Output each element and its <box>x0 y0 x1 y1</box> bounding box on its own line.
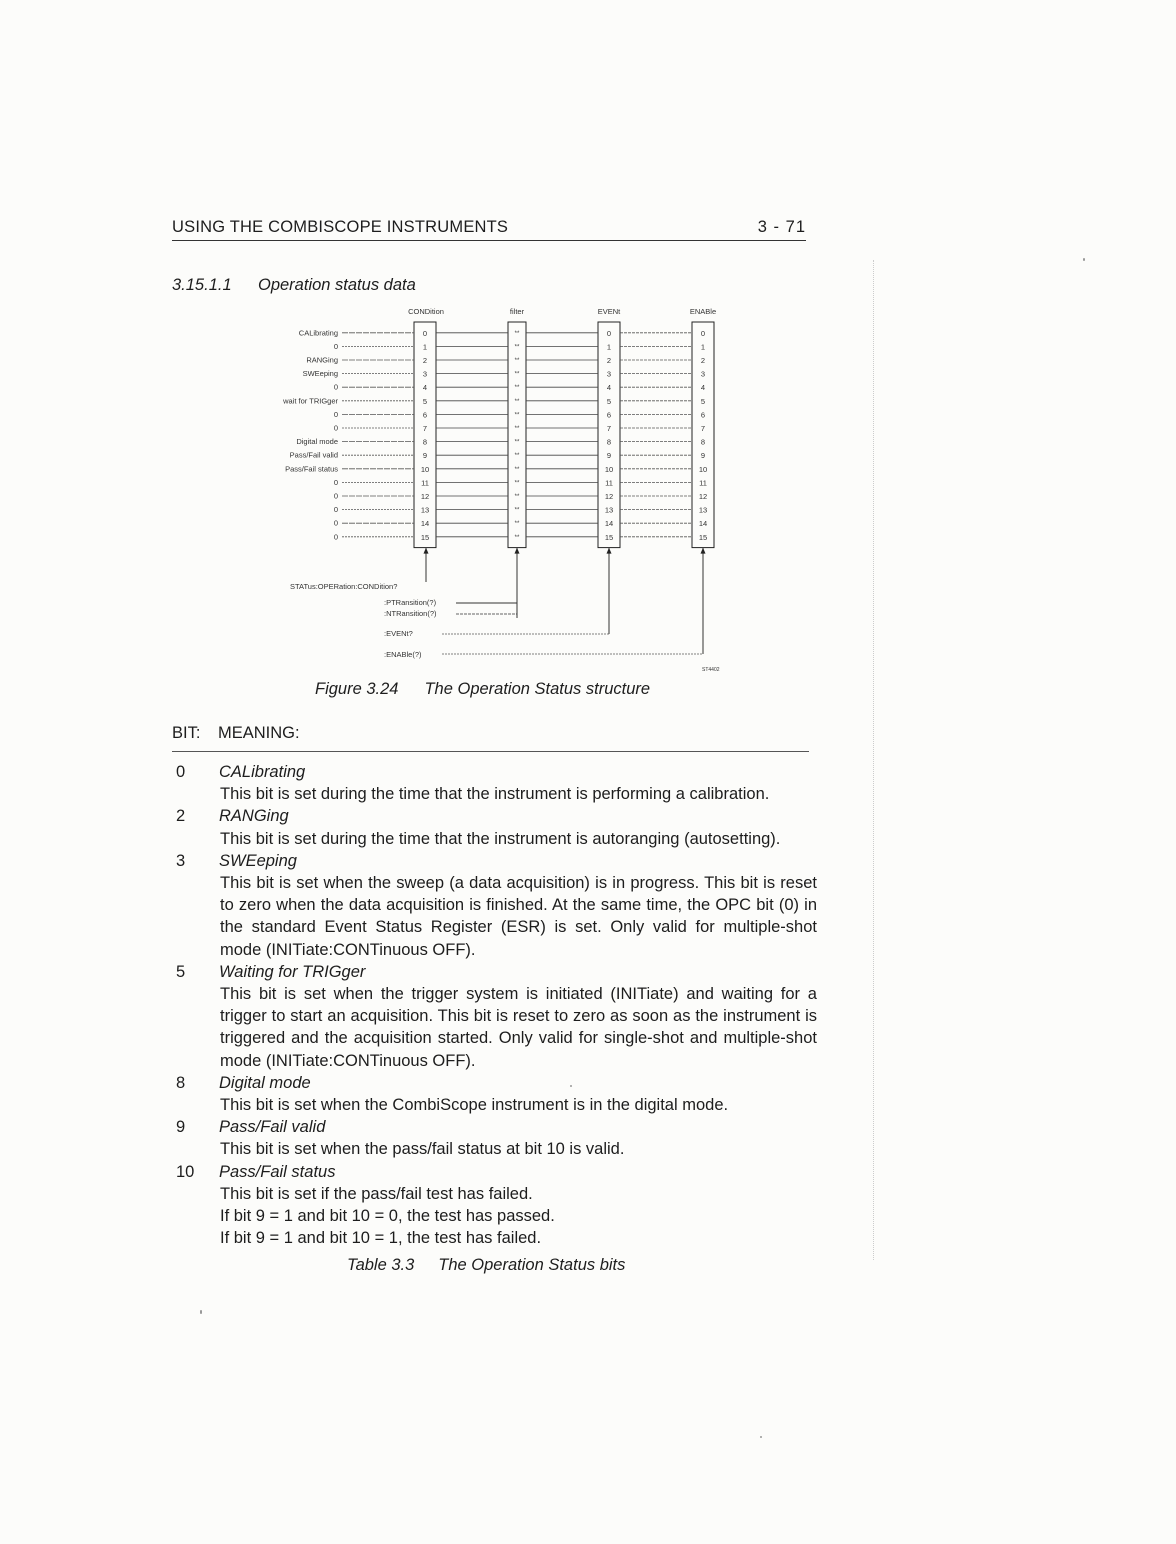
bit-description-line: This bit is set when the pass/fail status at bit 10 is valid. <box>220 1140 625 1159</box>
bit-row <box>172 1072 817 1116</box>
row-label: 0 <box>333 341 338 351</box>
column-label: ENABle <box>689 307 717 316</box>
column-label: CONDition <box>408 307 444 316</box>
figure-caption <box>315 680 650 699</box>
filter-mark: ** <box>514 439 520 446</box>
table-caption <box>347 1256 625 1275</box>
bit-table-header <box>172 724 300 743</box>
filter-mark: ** <box>514 398 520 405</box>
filter-mark: ** <box>514 371 520 378</box>
bit-row <box>172 1161 817 1250</box>
scan-speck <box>570 1085 572 1087</box>
bit-number-label: 0 <box>606 328 612 338</box>
row-label: 0 <box>333 505 338 515</box>
filter-mark: ** <box>514 466 520 473</box>
bit-number-label: 8 <box>700 437 706 447</box>
header-rule <box>172 751 809 752</box>
arrow-head <box>424 548 429 554</box>
filter-mark: ** <box>514 494 520 500</box>
bit-number-label: 5 <box>422 396 428 406</box>
bit-number-label: 9 <box>606 451 612 461</box>
bit-description <box>172 1094 817 1116</box>
table-number: Table 3.3 <box>347 1256 415 1274</box>
command-label: :EVENt? <box>384 629 413 638</box>
arrow-head <box>607 548 612 554</box>
row-label: 0 <box>333 409 338 419</box>
bit-number-label: 5 <box>606 396 612 406</box>
bit-description <box>172 872 817 961</box>
bit-number-label: 3 <box>606 369 612 379</box>
bit-number-label: 11 <box>605 478 613 488</box>
bit-number: 9 <box>176 1118 186 1137</box>
figure-code: ST4402 <box>702 667 720 673</box>
bit-number-label: 2 <box>606 356 612 365</box>
table-title: The Operation Status bits <box>438 1256 626 1274</box>
filter-mark: ** <box>514 412 520 419</box>
bit-name: Waiting for TRIGger <box>219 962 366 981</box>
section-number: 3.15.1.1 <box>172 276 232 294</box>
bit-number-label: 3 <box>700 369 706 379</box>
row-label: CALibrating <box>298 328 338 338</box>
bit-number-label: 4 <box>422 383 428 393</box>
section-title: Operation status data <box>258 276 416 294</box>
bit-row <box>172 761 817 805</box>
bit-number-label: 12 <box>698 492 708 501</box>
command-label: STATus:OPERation:CONDition? <box>290 582 398 591</box>
bit-description <box>172 783 817 805</box>
figure-number: Figure 3.24 <box>315 680 399 698</box>
filter-mark: ** <box>514 521 520 528</box>
bit-row <box>172 1116 817 1160</box>
row-label: 0 <box>333 382 338 392</box>
bit-number-label: 2 <box>422 356 428 365</box>
bit-number-label: 7 <box>700 424 706 433</box>
bit-number-label: 13 <box>698 505 708 515</box>
bit-number-label: 13 <box>604 505 614 515</box>
bit-table <box>172 761 817 1249</box>
scan-speck <box>760 1436 762 1438</box>
bit-description-line: If bit 9 = 1 and bit 10 = 0, the test has passed. <box>220 1207 555 1226</box>
filter-mark: ** <box>514 358 520 364</box>
bit-number-label: 4 <box>700 383 706 393</box>
arrow-head <box>701 548 706 554</box>
bit-number-label: 6 <box>700 410 706 420</box>
bit-name: Pass/Fail status <box>219 1162 336 1181</box>
bit-number-label: 7 <box>606 424 612 433</box>
row-label: 0 <box>333 518 338 528</box>
filter-mark: ** <box>514 330 520 337</box>
bit-number-label: 5 <box>700 396 706 406</box>
row-label: SWEeping <box>302 369 338 379</box>
bit-number: 10 <box>176 1162 195 1181</box>
bit-number-label: 13 <box>420 505 430 515</box>
bit-number-label: 14 <box>604 519 614 529</box>
bit-description-line: This bit is set if the pass/fail test has failed. <box>220 1184 533 1203</box>
bit-number-label: 10 <box>698 464 708 474</box>
bit-number: 2 <box>176 807 186 826</box>
bit-description-line: This bit is set during the time that the instrument is performing a calibration. <box>220 785 770 804</box>
bit-name: SWEeping <box>219 851 297 870</box>
bit-number: 8 <box>176 1073 186 1092</box>
bit-column-header: BIT: <box>172 724 201 742</box>
column-label: EVENt <box>597 307 621 316</box>
command-label: :PTRansition(?) <box>384 598 437 607</box>
bit-name: RANGing <box>219 807 289 826</box>
operation-status-diagram <box>250 300 730 680</box>
meaning-column-header: MEANING: <box>218 724 300 742</box>
arrow-head <box>515 548 520 554</box>
bit-description-line: This bit is set during the time that the instrument is autoranging (autosetting). <box>220 829 781 848</box>
scan-speck <box>200 1310 202 1314</box>
bit-number-label: 12 <box>420 492 430 501</box>
bit-number-label: 11 <box>699 478 707 488</box>
bit-number-label: 1 <box>422 342 428 352</box>
bit-row <box>172 805 817 849</box>
bit-number-label: 2 <box>700 356 706 365</box>
filter-mark: ** <box>514 453 520 460</box>
column-label: filter <box>509 307 525 316</box>
bit-number-label: 8 <box>606 437 612 447</box>
row-label: 0 <box>333 491 338 501</box>
row-label: 0 <box>333 477 338 487</box>
bit-description-line: This bit is set when the trigger system is initiated (INITiate) and waiting for a trigger to start an acquisition. This bit is reset to zero as soon as the instrument is triggered and the acquisition started. Only valid for single-shot and multiple-shot mode (INITiate:CONTinuous OFF). <box>220 985 817 1070</box>
row-label: 0 <box>333 423 338 433</box>
bit-number: 3 <box>176 851 186 870</box>
bit-number-label: 6 <box>606 410 612 420</box>
page-number: 3 - 71 <box>757 218 806 236</box>
command-label: :NTRansition(?) <box>384 609 437 618</box>
command-label: :ENABle(?) <box>384 650 422 659</box>
bit-description <box>172 1138 817 1160</box>
bit-name: CALibrating <box>219 763 306 781</box>
bit-number-label: 8 <box>422 437 428 447</box>
filter-mark: ** <box>514 426 520 432</box>
bit-number-label: 10 <box>604 464 614 474</box>
bit-number-label: 1 <box>700 342 706 352</box>
bit-number: 5 <box>176 962 186 981</box>
filter-mark: ** <box>514 344 520 351</box>
row-label: Pass/Fail status <box>285 464 338 474</box>
bit-description-line: This bit is set when the CombiScope instrument is in the digital mode. <box>220 1096 729 1115</box>
bit-number-label: 3 <box>422 369 428 379</box>
row-label: RANGing <box>306 355 338 365</box>
filter-mark: ** <box>514 385 520 392</box>
bit-number-label: 7 <box>422 424 428 433</box>
bit-number-label: 9 <box>422 451 428 461</box>
section-heading <box>172 276 416 295</box>
bit-description-line: If bit 9 = 1 and bit 10 = 1, the test has failed. <box>220 1229 542 1248</box>
bit-number-label: 15 <box>698 532 708 542</box>
bit-number-label: 0 <box>422 328 428 338</box>
header-title: USING THE COMBISCOPE INSTRUMENTS <box>172 218 509 236</box>
bit-description <box>172 828 817 850</box>
bit-number-label: 15 <box>604 532 614 542</box>
running-header <box>172 216 806 241</box>
register-box <box>508 322 526 548</box>
row-label: Digital mode <box>296 437 338 447</box>
bit-number-label: 12 <box>604 492 614 501</box>
bit-number-label: 9 <box>700 451 706 461</box>
bit-number-label: 6 <box>422 410 428 420</box>
bit-row <box>172 850 817 961</box>
row-label: Pass/Fail valid <box>289 450 338 460</box>
bit-number-label: 14 <box>420 519 430 529</box>
filter-mark: ** <box>514 480 520 487</box>
bit-number-label: 0 <box>700 328 706 338</box>
bit-number-label: 1 <box>606 342 612 352</box>
figure-title: The Operation Status structure <box>424 680 651 698</box>
row-label: wait for TRIGger <box>283 396 338 406</box>
bit-name: Pass/Fail valid <box>219 1118 326 1137</box>
bit-number-label: 11 <box>421 478 429 488</box>
bit-description <box>172 983 817 1072</box>
filter-mark: ** <box>514 534 520 541</box>
bit-description-line: This bit is set when the sweep (a data acquisition) is in progress. This bit is reset to zero when the data acquisition is finished. At the same time, the OPC bit (0) in the standard Event Status Register (ESR) is set. Only valid for multiple-shot mode (INITiate:CONTinuous OFF). <box>220 874 817 959</box>
row-label: 0 <box>333 532 338 542</box>
scan-speck <box>1083 258 1085 261</box>
margin-shadow <box>873 260 874 1260</box>
bit-number: 0 <box>176 763 186 781</box>
bit-number-label: 14 <box>698 519 708 529</box>
filter-mark: ** <box>514 507 520 514</box>
bit-description <box>172 1183 817 1250</box>
bit-row <box>172 961 817 1072</box>
bit-name: Digital mode <box>219 1073 311 1092</box>
bit-number-label: 15 <box>420 532 430 542</box>
bit-number-label: 10 <box>420 464 430 474</box>
bit-number-label: 4 <box>606 383 612 393</box>
